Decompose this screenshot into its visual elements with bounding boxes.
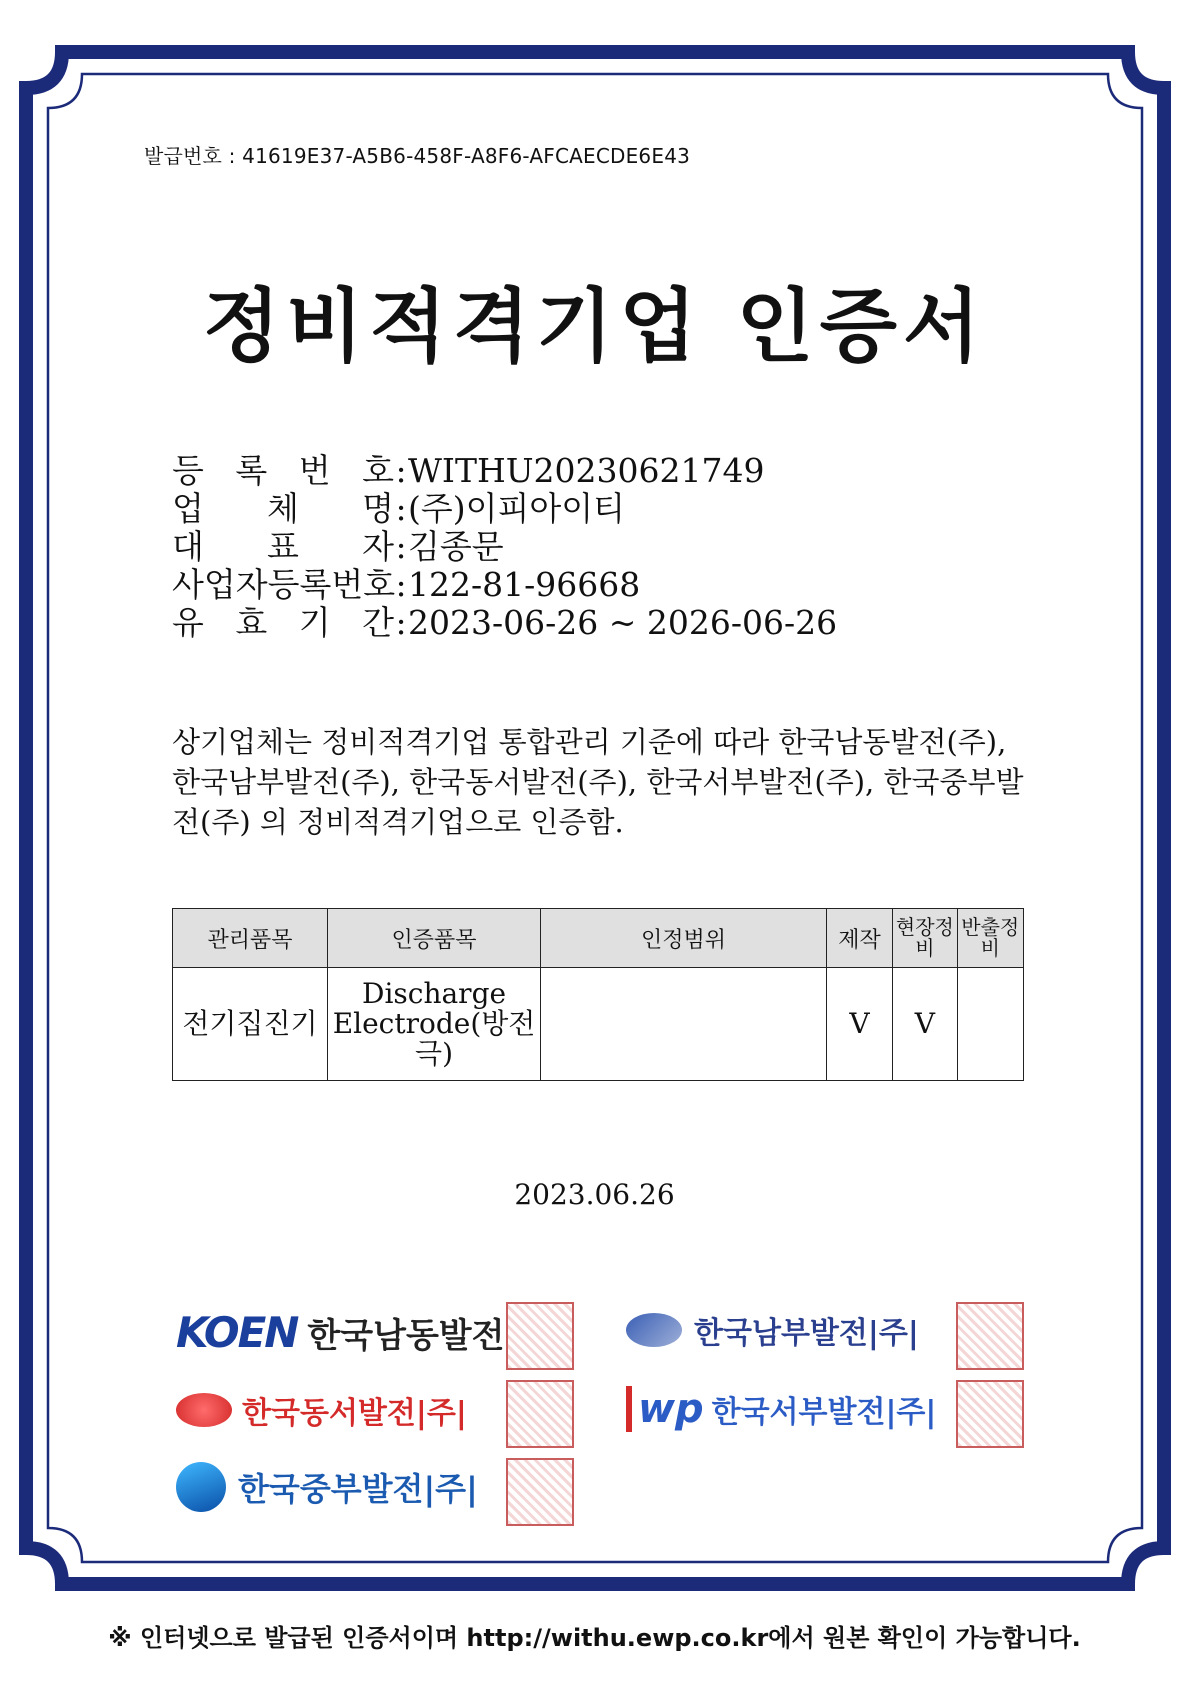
table-header: 반출정비 — [957, 909, 1023, 968]
issue-number-label: 발급번호 : — [144, 144, 236, 168]
table-header: 인증품목 — [327, 909, 540, 968]
managed-item-cell: 전기집진기 — [173, 968, 328, 1081]
wp-logo — [626, 1386, 936, 1432]
verification-note: ※ 인터넷으로 발급된 인증서이며 http://withu.ewp.co.kr에서 원본 확인이 가능합니다. — [108, 1624, 1081, 1652]
issue-number — [144, 140, 690, 169]
ewp-emblem-icon — [176, 1393, 232, 1427]
info-colon: : — [395, 603, 407, 642]
info-label: 대 표 자 — [172, 527, 394, 566]
info-label: 유 효 기 간 — [172, 603, 394, 642]
issue-date: 2023.06.26 — [514, 1178, 675, 1211]
info-colon: : — [395, 527, 407, 566]
table-row — [173, 968, 1024, 1081]
kospo-logo — [626, 1308, 919, 1352]
info-row-registration-no — [172, 452, 837, 490]
info-label: 사업자등록번호 — [172, 565, 396, 604]
registration-info — [172, 452, 837, 642]
komipo-logo — [176, 1462, 478, 1512]
ewp-seal — [506, 1380, 574, 1448]
info-colon: : — [395, 489, 407, 528]
komipo-seal — [506, 1458, 574, 1526]
info-value: 2023-06-26 ~ 2026-06-26 — [408, 603, 838, 642]
ewp-name: 한국동서발전|주| — [242, 1396, 467, 1431]
info-value: WITHU20230621749 — [408, 451, 765, 490]
scope-cell — [541, 968, 827, 1081]
info-value: 122-81-96668 — [408, 565, 641, 604]
info-row-representative — [172, 528, 837, 566]
certificate-title: 정비적격기업 인증서 — [202, 279, 987, 373]
field-maintenance-cell: V — [893, 968, 957, 1081]
certified-items-table — [172, 908, 1024, 1081]
certification-statement: 상기업체는 정비적격기업 통합관리 기준에 따라 한국남동발전(주), 한국남부발전(주), 한국동서발전(주), 한국서부발전(주), 한국중부발전(주) 의 정비적격기업으로 인증함. — [172, 725, 1024, 839]
info-label: 등 록 번 호 — [172, 451, 394, 490]
info-value: (주)이피아이티 — [408, 489, 626, 528]
shop-maintenance-cell — [957, 968, 1023, 1081]
koen-mark: KOEN — [176, 1308, 298, 1357]
info-label: 업 체 명 — [172, 489, 394, 528]
info-value: 김종문 — [408, 527, 504, 566]
kospo-name: 한국남부발전|주| — [694, 1316, 919, 1351]
info-colon: : — [395, 451, 407, 490]
kospo-emblem-icon — [626, 1313, 682, 1347]
wp-seal — [956, 1380, 1024, 1448]
wp-name: 한국서부발전|주| — [711, 1395, 937, 1430]
wp-mark: wp — [626, 1386, 704, 1432]
komipo-name: 한국중부발전|주| — [238, 1470, 478, 1508]
certified-item-cell: Discharge Electrode(방전극) — [327, 968, 540, 1081]
koen-logo — [176, 1308, 504, 1357]
issue-number-value: 41619E37-A5B6-458F-A8F6-AFCAECDE6E43 — [242, 144, 691, 168]
info-row-company-name — [172, 490, 837, 528]
komipo-emblem-icon — [176, 1462, 226, 1512]
table-header: 현장정비 — [893, 909, 957, 968]
info-row-validity — [172, 604, 837, 642]
info-row-business-no — [172, 566, 837, 604]
table-header: 관리품목 — [173, 909, 328, 968]
manufacture-cell: V — [826, 968, 892, 1081]
table-header: 제작 — [826, 909, 892, 968]
info-colon: : — [395, 565, 407, 604]
ewp-logo — [176, 1388, 467, 1432]
table-header-row — [173, 909, 1024, 968]
koen-name: 한국남동발전 — [307, 1316, 505, 1356]
kospo-seal — [956, 1302, 1024, 1370]
koen-seal — [506, 1302, 574, 1370]
table-header: 인정범위 — [541, 909, 827, 968]
